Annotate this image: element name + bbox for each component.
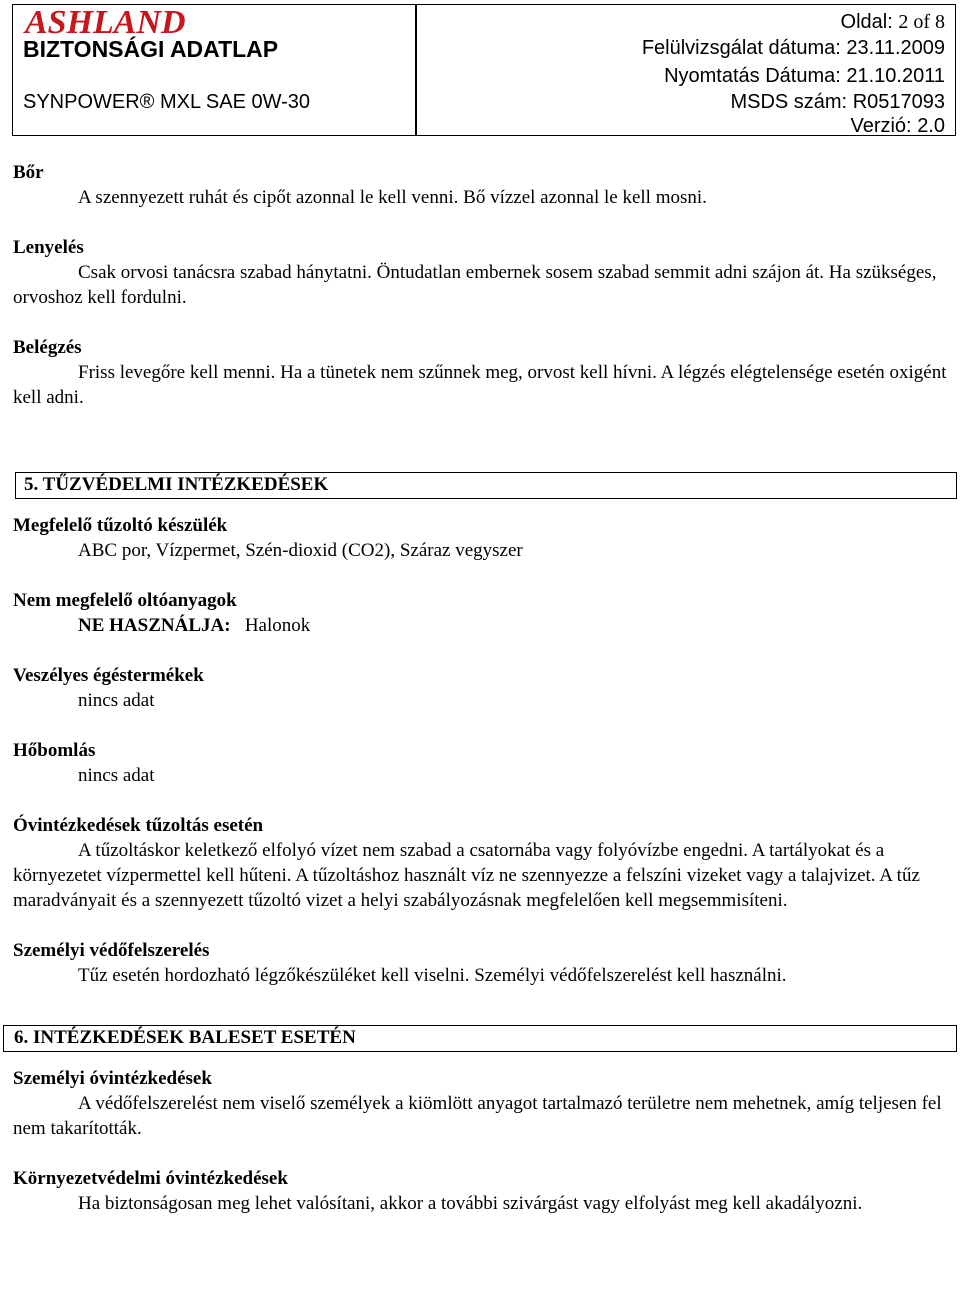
skin-text: A szennyezett ruhát és cipőt azonnal le kell venni. Bő vízzel azonnal le kell mosni. [78, 187, 707, 208]
section-5-header [15, 472, 957, 499]
unsuitable-media-row [13, 613, 948, 638]
environmental-precautions-text: Ha biztonságosan meg lehet valósítani, akkor a további szivárgást vagy elfolyást meg kell akadályozni. [78, 1193, 863, 1214]
page-label: Oldal: [840, 11, 893, 33]
revision-label: Felülvizsgálat dátuma: [641, 37, 841, 59]
document-body [13, 160, 948, 1216]
hazardous-products-text: nincs adat [78, 690, 155, 711]
protective-equipment-text: Tűz esetén hordozható légzőkészüléket kell viselni. Személyi védőfelszerelést kell használni. [78, 965, 787, 986]
inhalation-text: Friss levegőre kell menni. Ha a tünetek nem szűnnek meg, orvost kell hívni. A légzés elégtelensége esetén oxigént kell adni. [13, 362, 947, 408]
hazardous-products-heading: Veszélyes égéstermékek [13, 665, 204, 686]
document-header [12, 4, 956, 136]
section-5-title: 5. TŰZVÉDELMI INTÉZKEDÉSEK [24, 474, 329, 495]
suitable-media-text: ABC por, Vízpermet, Szén-dioxid (CO2), Száraz vegyszer [78, 540, 523, 561]
version [850, 113, 945, 139]
decomposition-heading: Hőbomlás [13, 740, 96, 761]
page-value: 2 of 8 [898, 11, 945, 33]
protective-equipment-heading: Személyi védőfelszerelés [13, 940, 210, 961]
product-name: SYNPOWER® MXL SAE 0W-30 [23, 91, 311, 113]
unsuitable-media-heading: Nem megfelelő oltóanyagok [13, 590, 237, 611]
firefighting-precautions-heading: Óvintézkedések tűzoltás esetén [13, 815, 264, 836]
suitable-media-heading: Megfelelő tűzoltó készülék [13, 515, 228, 536]
skin-heading: Bőr [13, 162, 44, 183]
revision-date [642, 35, 945, 61]
personal-precautions-text: A védőfelszerelést nem viselő személyek a kiömlött anyagot tartalmazó területre nem mehetnek, amíg teljesen fel nem takarították. [13, 1093, 942, 1139]
logo-text: ASHLAND [25, 7, 186, 37]
document-title: BIZTONSÁGI ADATLAP [23, 36, 279, 62]
firefighting-precautions-text: A tűzoltáskor keletkező elfolyó vízet nem szabad a csatornába vagy folyóvízbe engedni. A tartályokat és a környezetet vízpermettel kell hűteni. A tűzoltáshoz használt víz ne szennyezze a felszíni vizeket vagy a talajvizet. A tűz maradványait és a szennyezett tűzoltó vizet a helyi szabályozásnak megfelelően kell megsemmisíteni. [13, 840, 920, 911]
page-number [841, 9, 945, 35]
print-label: Nyomtatás Dátuma: [664, 65, 841, 87]
revision-value: 23.11.2009 [846, 37, 945, 59]
inhalation-heading: Belégzés [13, 337, 82, 358]
version-value: 2.0 [917, 115, 945, 137]
ingestion-heading: Lenyelés [13, 237, 84, 258]
version-label: Verzió: [850, 115, 912, 137]
print-date [664, 63, 945, 89]
decomposition-text: nincs adat [78, 765, 155, 786]
msds-value: R0517093 [852, 91, 945, 113]
environmental-precautions-heading: Környezetvédelmi óvintézkedések [13, 1168, 288, 1189]
header-divider [415, 5, 417, 135]
personal-precautions-heading: Személyi óvintézkedések [13, 1068, 212, 1089]
section-6-header [3, 1025, 957, 1052]
unsuitable-label: NE HASZNÁLJA: [78, 615, 231, 636]
section-6-title: 6. INTÉZKEDÉSEK BALESET ESETÉN [14, 1027, 356, 1048]
print-value: 21.10.2011 [846, 65, 945, 87]
msds-label: MSDS szám: [730, 91, 848, 113]
ashland-logo [17, 7, 277, 37]
msds-number [730, 89, 945, 115]
unsuitable-value: Halonok [244, 615, 311, 636]
ingestion-text: Csak orvosi tanácsra szabad hánytatni. Öntudatlan embernek sosem szabad semmit adni szájon át. Ha szükséges, orvoshoz kell fordulni. [13, 262, 937, 308]
